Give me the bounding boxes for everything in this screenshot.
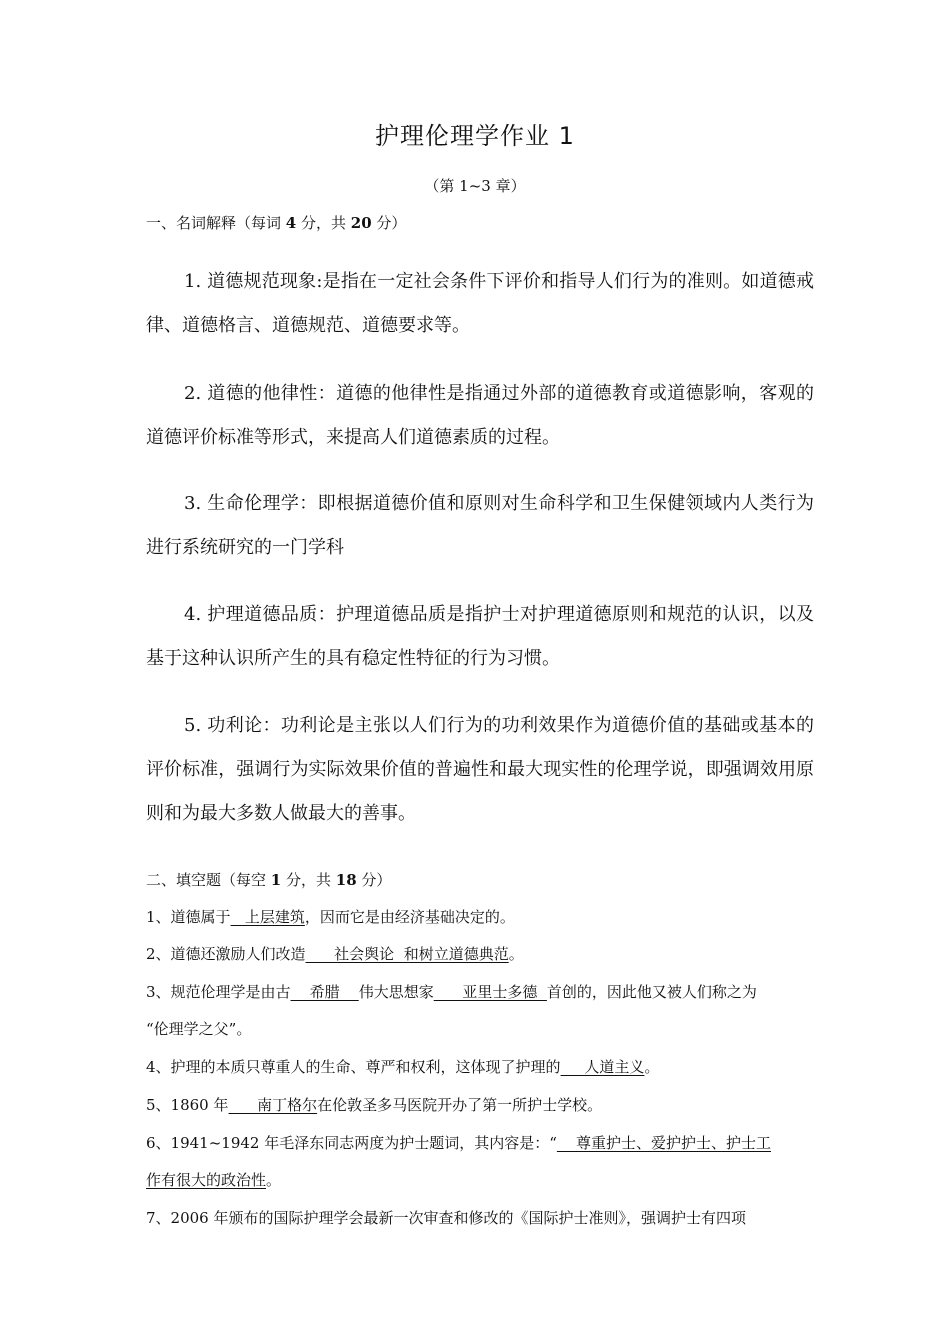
definition-item: 1. 道德规范现象:是指在一定社会条件下评价和指导人们行为的准则。如道德戒律、道德格言、道德规范、道德要求等。 [146,271,814,336]
fill-in-question: 7、2006 年颁布的国际护理学会最新一次审查和修改的《国际护士准则》，强调护士有四项 [146,1209,746,1227]
answer-blank: 上层建筑 [230,908,305,926]
fill-in-question: 6、1941~1942 年毛泽东同志两度为护士题词，其内容是：“ 尊重护士、爱护护士、护士工 [146,1134,771,1152]
section-heading-fill-in: 二、填空题（每空 1 分，共 18 分） [146,871,392,889]
fill-in-question-continued: 作有很大的政治性。 [146,1171,282,1189]
answer-blank: 社会舆论 和树立道德典范 [305,945,509,963]
fill-in-question: 2、道德还激励人们改造 社会舆论 和树立道德典范。 [146,945,524,963]
fill-in-question: 1、道德属于 上层建筑，因而它是由经济基础决定的。 [146,908,515,926]
answer-blank: 南丁格尔 [228,1096,318,1114]
definition-item: 2. 道德的他律性：道德的他律性是指通过外部的道德教育或道德影响，客观的道德评价标准等形式，来提高人们道德素质的过程。 [146,383,814,448]
answer-blank: 希腊 [290,983,359,1001]
page-title: 护理伦理学作业 1 [375,122,575,150]
answer-blank: 作有很大的政治性 [146,1171,267,1189]
answer-blank: 尊重护士、爱护护士、护士工 [556,1134,771,1152]
answer-blank: 亚里士多德 [433,983,547,1001]
fill-in-question-continued: “伦理学之父”。 [146,1020,252,1038]
definition-item: 5. 功利论：功利论是主张以人们行为的功利效果作为道德价值的基础或基本的评价标准，强调行为实际效果价值的普遍性和最大现实性的伦理学说，即强调效用原则和为最大多数人做最大的善事。 [146,715,814,824]
fill-in-question: 3、规范伦理学是由古 希腊 伟大思想家 亚里士多德 首创的，因此他又被人们称之为 [146,983,757,1001]
fill-in-question: 5、1860 年 南丁格尔在伦敦圣多马医院开办了第一所护士学校。 [146,1096,603,1114]
fill-in-question: 4、护理的本质只尊重人的生命、尊严和权利，这体现了护理的 人道主义。 [146,1058,660,1076]
definition-item: 4. 护理道德品质：护理道德品质是指护士对护理道德原则和规范的认识，以及基于这种认识所产生的具有稳定性特征的行为习惯。 [146,604,814,669]
definition-item: 3. 生命伦理学：即根据道德价值和原则对生命科学和卫生保健领域内人类行为进行系统研究的一门学科 [146,493,814,558]
page-subtitle: （第 1~3 章） [424,177,526,195]
section-heading-definitions: 一、名词解释（每词 4 分，共 20 分） [146,214,407,232]
answer-blank: 人道主义 [560,1058,645,1076]
